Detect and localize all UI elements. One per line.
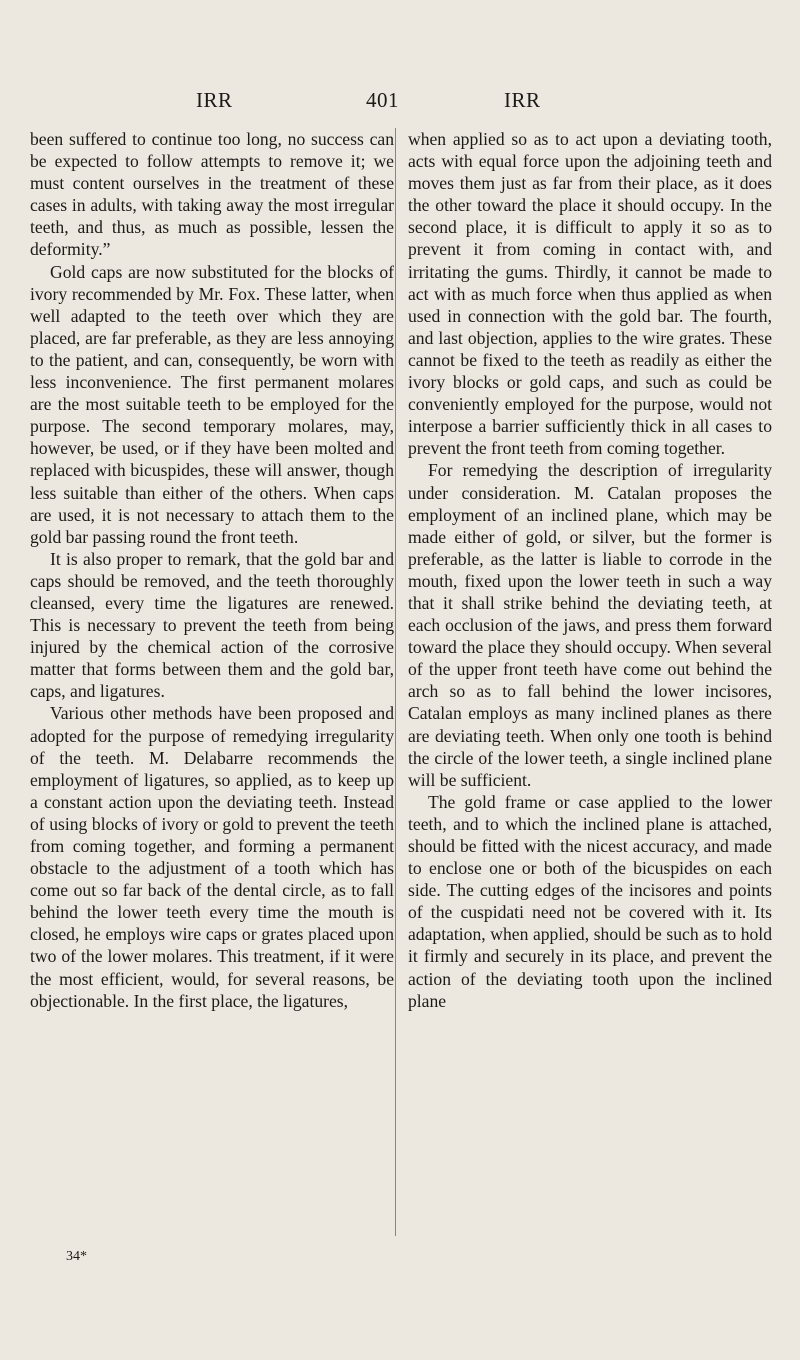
page-number: 401: [366, 88, 399, 112]
right-column: [408, 128, 772, 1012]
paragraph: For remedying the description of irregularity under consideration. M. Catalan proposes the employment of an inclined plane, which may be made either of gold, or silver, but the former is preferable, as the latter is liable to corrode in the mouth, fixed upon the lower teeth in such a way that it shall strike behind the deviating teeth, at each occlusion of the jaws, and press them forward toward the place they should occupy. When several of the upper front teeth have come out behind the arch so as to fall behind the lower incisores, Catalan employs as many inclined planes as there are deviating teeth. When only one tooth is behind the circle of the lower teeth, a single inclined plane will be sufficient.: [408, 460, 772, 790]
running-header: [0, 88, 800, 118]
paragraph: It is also proper to remark, that the gold bar and caps should be removed, and the teeth thoroughly cleansed, every time the ligatures are renewed. This is necessary to prevent the teeth from being injured by the chemical action of the corrosive matter that forms between them and the gold bar, caps, and ligatures.: [30, 548, 394, 702]
column-divider: [395, 128, 396, 1236]
paragraph: when applied so as to act upon a deviating tooth, acts with equal force upon the adjoining teeth and moves them just as far from their place, as it does the other toward the place it should occupy. In the second place, it is difficult to apply it so as to prevent it from coming in contact with, and irritating the gums. Thirdly, it cannot be made to act with as much force when thus applied as when used in connection with the gold bar. The fourth, and last objection, applies to the wire grates. These cannot be fixed to the teeth as readily as either the ivory blocks or gold caps, and such as could be conveniently employed for the purpose, would not interpose a barrier sufficiently thick in all cases to prevent the front teeth from coming together.: [408, 129, 772, 459]
paragraph: been suffered to continue too long, no success can be expected to follow attempts to remove it; we must content ourselves in the treatment of these cases in adults, with taking away the most irregular teeth, and thus, as much as possible, lessen the deformity.”: [30, 129, 394, 260]
paragraph: Gold caps are now substituted for the blocks of ivory recommended by Mr. Fox. These latter, when well adapted to the teeth over which they are placed, are far preferable, as they are less annoying to the patient, and can, consequently, be worn with less inconvenience. The first permanent molares are the most suitable teeth to be employed for the purpose. The second temporary molares, may, however, be used, or if they have been molted and replaced with bicuspides, these will answer, though less suitable than either of the others. When caps are used, it is not necessary to attach them to the gold bar passing round the front teeth.: [30, 261, 394, 547]
signature-mark: 34*: [66, 1249, 87, 1264]
paragraph: The gold frame or case applied to the lower teeth, and to which the inclined plane is attached, should be fitted with the nicest accuracy, and made to enclose one or both of the bicuspides on each side. The cutting edges of the incisores and points of the cuspidati need not be covered with it. Its adaptation, when applied, should be such as to hold it firmly and securely in its place, and prevent the action of the deviating tooth upon the inclined plane: [408, 791, 772, 1011]
paragraph: Various other methods have been proposed and adopted for the purpose of remedying irregularity of the teeth. M. Delabarre recommends the employment of ligatures, so applied, as to keep up a constant action upon the deviating teeth. Instead of using blocks of ivory or gold to prevent the teeth from coming together, and forming a permanent obstacle to the adjustment of a tooth which has come out so far back of the dental circle, as to fall behind the lower teeth every time the mouth is closed, he employs wire caps or grates placed upon two of the lower molares. This treatment, if it were the most efficient, would, for several reasons, be objectionable. In the first place, the ligatures,: [30, 703, 394, 1011]
header-left-word: IRR: [196, 88, 233, 112]
left-column: [30, 128, 394, 1012]
header-right-word: IRR: [504, 88, 541, 112]
